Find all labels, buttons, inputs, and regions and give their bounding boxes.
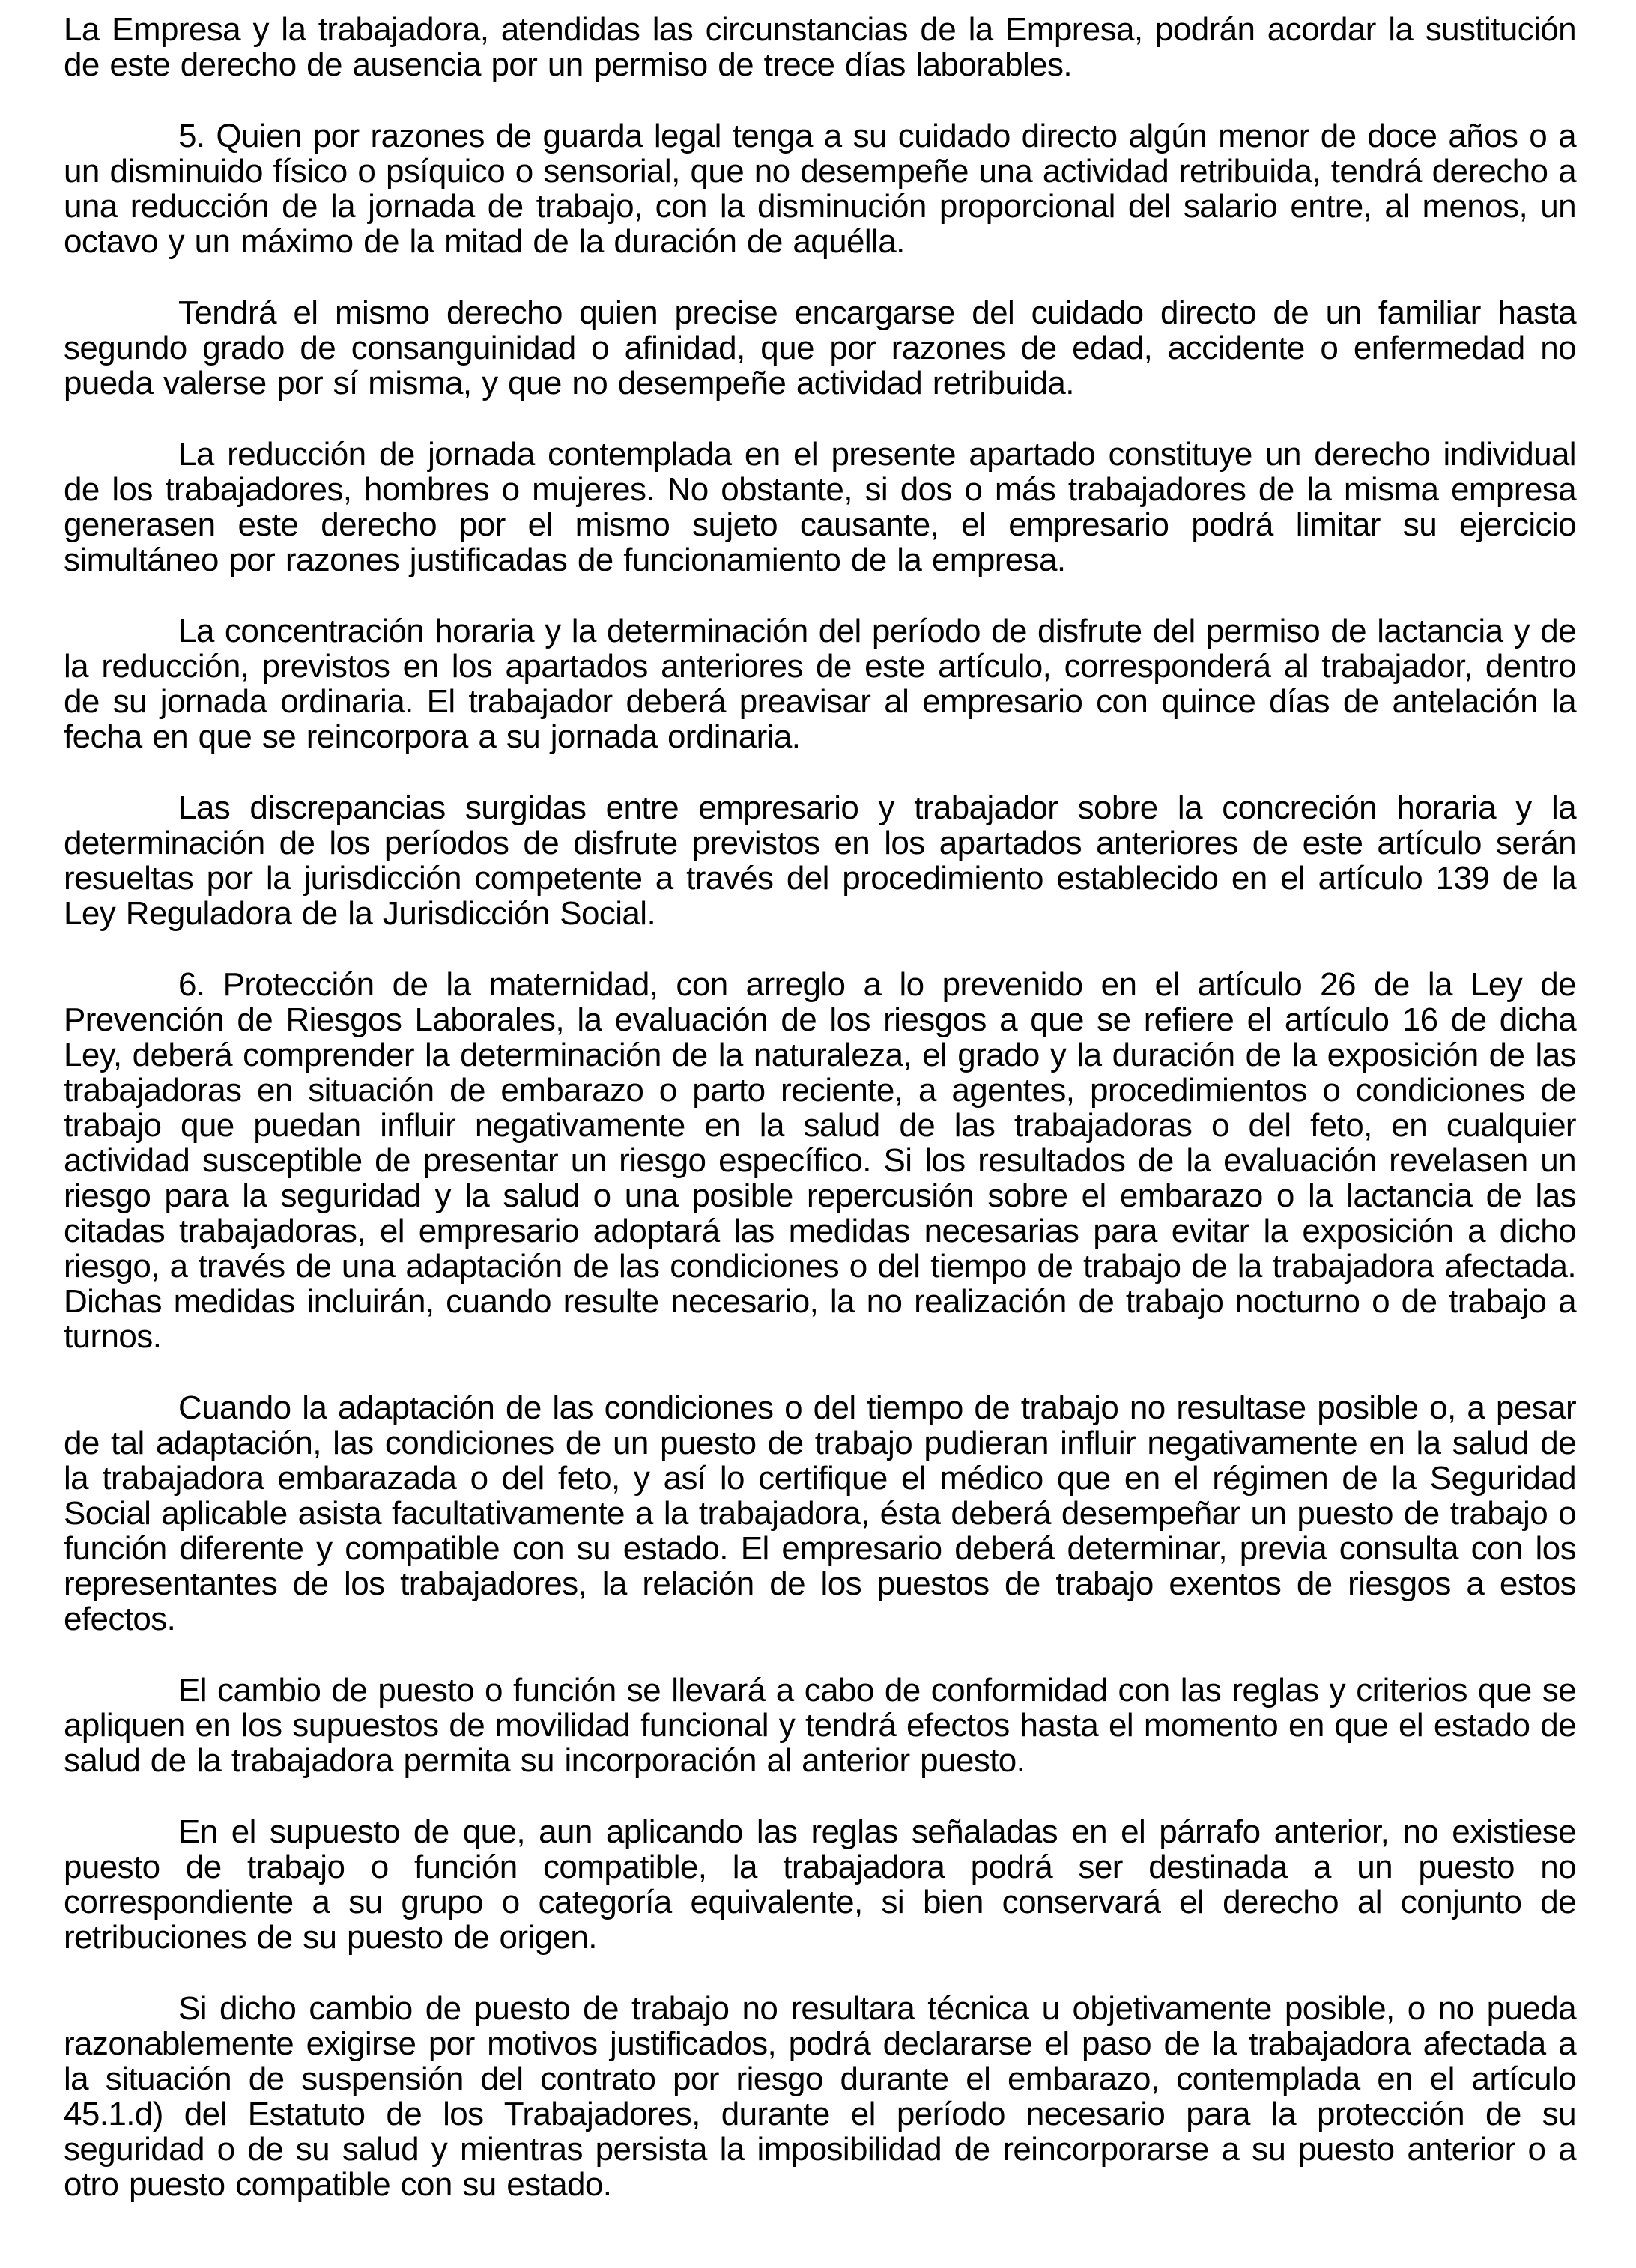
paragraph-suspension-contrato-riesgo: Si dicho cambio de puesto de trabajo no resultara técnica u objetivamente posible, o no pueda razonablemente exigirse por motivos justificados, podrá declararse el paso de la trabajadora afectada a la situación de suspensión del contrato por riesgo durante el embarazo, contemplada en el artículo 45.1.d) del Estatuto de los Trabajadores, durante el período necesario para la protección de su seguridad o de su salud y mientras persista la imposibilidad de reincorporarse a su puesto anterior o a otro puesto compatible con su estado. <box>64 1990 1576 2203</box>
paragraph-adaptacion-condiciones: Cuando la adaptación de las condiciones o del tiempo de trabajo no resultase posible o, a pesar de tal adaptación, las condiciones de un puesto de trabajo pudieran influir negativamente en la salud de la trabajadora embarazada o del feto, y así lo certifique el médico que en el régimen de la Seguridad Social aplicable asista facultativamente a la trabajadora, ésta deberá desempeñar un puesto de trabajo o función diferente y compatible con su estado. El empresario deberá determinar, previa consulta con los representantes de los trabajadores, la relación de los puestos de trabajo exentos de riesgos a estos efectos. <box>64 1389 1576 1637</box>
paragraph-reduccion-jornada-derecho: La reducción de jornada contemplada en el presente apartado constituye un derecho individual de los trabajadores, hombres o mujeres. No obstante, si dos o más trabajadores de la misma empresa generasen este derecho por el mismo sujeto causante, el empresario podrá limitar su ejercicio simultáneo por razones justificadas de funcionamiento de la empresa. <box>64 436 1576 578</box>
paragraph-puesto-no-correspondiente: En el supuesto de que, aun aplicando las reglas señaladas en el párrafo anterior, no existiese puesto de trabajo o función compatible, la trabajadora podrá ser destinada a un puesto no correspondiente a su grupo o categoría equivalente, si bien conservará el derecho al conjunto de retribuciones de su puesto de origen. <box>64 1813 1576 1956</box>
paragraph-cambio-puesto-funcion: El cambio de puesto o función se llevará a cabo de conformidad con las reglas y criterios que se apliquen en los supuestos de movilidad funcional y tendrá efectos hasta el momento en que el estado de salud de la trabajadora permita su incorporación al anterior puesto. <box>64 1672 1576 1779</box>
paragraph-clause-5-guarda-legal: 5. Quien por razones de guarda legal tenga a su cuidado directo algún menor de doce años o a un disminuido físico o psíquico o sensorial, que no desempeñe una actividad retribuida, tendrá derecho a una reducción de la jornada de trabajo, con la disminución proporcional del salario entre, al menos, un octavo y un máximo de la mitad de la duración de aquélla. <box>64 118 1576 260</box>
paragraph-ausencia-sustitucion: La Empresa y la trabajadora, atendidas las circunstancias de la Empresa, podrán acordar la sustitución de este derecho de ausencia por un permiso de trece días laborables. <box>64 11 1576 83</box>
paragraph-clause-6-proteccion-maternidad: 6. Protección de la maternidad, con arreglo a lo prevenido en el artículo 26 de la Ley de Prevención de Riesgos Laborales, la evaluación de los riesgos a que se refiere el artículo 16 de dicha Ley, deberá comprender la determinación de la naturaleza, el grado y la duración de la exposición de las trabajadoras en situación de embarazo o parto reciente, a agentes, procedimientos o condiciones de trabajo que puedan influir negativamente en la salud de las trabajadoras o del feto, en cualquier actividad susceptible de presentar un riesgo específico. Si los resultados de la evaluación revelasen un riesgo para la seguridad y la salud o una posible repercusión sobre el embarazo o la lactancia de las citadas trabajadoras, el empresario adoptará las medidas necesarias para evitar la exposición a dicho riesgo, a través de una adaptación de las condiciones o del tiempo de trabajo de la trabajadora afectada. Dichas medidas incluirán, cuando resulte necesario, la no realización de trabajo nocturno o de trabajo a turnos. <box>64 966 1576 1355</box>
paragraph-discrepancias-jurisdiccion: Las discrepancias surgidas entre empresario y trabajador sobre la concreción horaria y la determinación de los períodos de disfrute previstos en los apartados anteriores de este artículo serán resueltas por la jurisdicción competente a través del procedimiento establecido en el artículo 139 de la Ley Reguladora de la Jurisdicción Social. <box>64 789 1576 932</box>
paragraph-concentracion-horaria: La concentración horaria y la determinación del período de disfrute del permiso de lactancia y de la reducción, previstos en los apartados anteriores de este artículo, corresponderá al trabajador, dentro de su jornada ordinaria. El trabajador deberá preavisar al empresario con quince días de antelación la fecha en que se reincorpora a su jornada ordinaria. <box>64 613 1576 755</box>
paragraph-cuidado-familiar: Tendrá el mismo derecho quien precise encargarse del cuidado directo de un familiar hasta segundo grado de consanguinidad o afinidad, que por razones de edad, accidente o enfermedad no pueda valerse por sí misma, y que no desempeñe actividad retribuida. <box>64 294 1576 401</box>
